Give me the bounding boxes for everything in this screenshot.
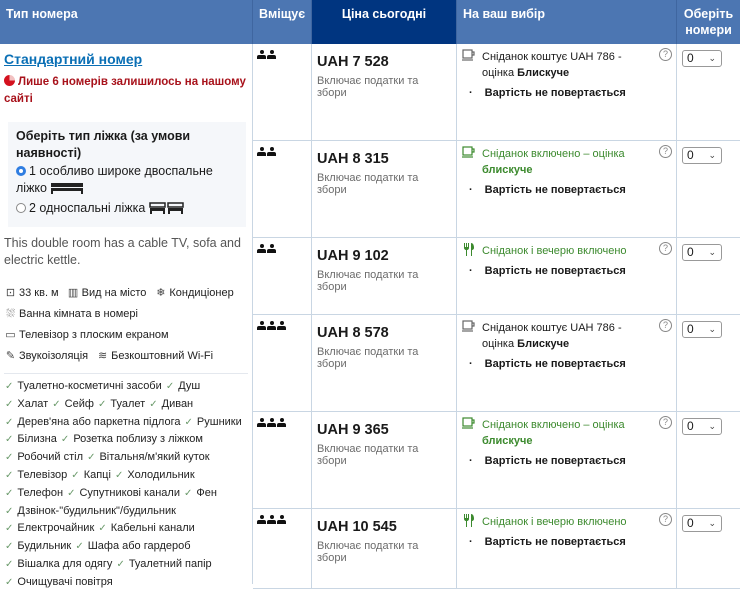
price: UAH 9 102 xyxy=(317,248,389,264)
facility-label: Звукоізоляція xyxy=(19,350,89,362)
price-cell xyxy=(312,44,457,140)
price: UAH 8 578 xyxy=(317,325,389,341)
amenity-label: Туалетний папір xyxy=(128,557,212,570)
help-icon[interactable]: ? xyxy=(659,48,672,61)
table-header xyxy=(0,0,740,44)
coffee-cup-icon xyxy=(462,320,478,336)
amenity-label: Туалет xyxy=(110,397,146,410)
persons-icon-group xyxy=(257,515,307,524)
check-icon: ✓ xyxy=(184,487,193,499)
check-icon: ✓ xyxy=(5,576,14,588)
price-cell xyxy=(312,315,457,411)
policy-text: Вартість не повертається xyxy=(484,455,626,467)
policy-text: Вартість не повертається xyxy=(484,87,626,99)
table-row xyxy=(253,509,740,589)
select-cell xyxy=(677,315,740,411)
table-row xyxy=(253,141,740,238)
check-icon: ✓ xyxy=(52,398,61,410)
single-beds-icon xyxy=(149,202,185,219)
air-conditioning-icon: ❄ xyxy=(156,287,166,299)
header-price: Ціна сьогодні xyxy=(312,0,457,44)
policy-text: Вартість не повертається xyxy=(484,265,626,277)
cancellation-policy xyxy=(462,265,671,277)
city-view-icon: ▥ xyxy=(67,287,79,299)
room-quantity-select[interactable] xyxy=(682,50,722,67)
choice-cell xyxy=(457,509,677,588)
amenity-label: Білизна xyxy=(17,433,57,446)
check-icon: ✓ xyxy=(5,416,14,428)
check-icon: ✓ xyxy=(98,523,107,535)
facilities-list xyxy=(4,283,252,367)
facility-label: Вид на місто xyxy=(81,287,147,299)
urgency-text: Лише 6 номерів залишилось на нашому сайті xyxy=(4,76,246,105)
help-icon[interactable]: ? xyxy=(659,145,672,158)
price: UAH 7 528 xyxy=(317,54,389,70)
check-icon: ✓ xyxy=(116,558,125,570)
table-row xyxy=(253,238,740,315)
taxes-note: Включає податки та збори xyxy=(317,346,419,370)
check-icon: ✓ xyxy=(5,505,14,517)
facility-label: Телевізор з плоским екраном xyxy=(19,329,169,341)
person-icon xyxy=(267,50,276,59)
price-cell xyxy=(312,238,457,314)
persons-icon-group xyxy=(257,244,307,253)
amenity-label: Кабельні канали xyxy=(110,522,195,535)
person-icon xyxy=(267,147,276,156)
meal-text: Сніданок і вечерю включено xyxy=(482,245,627,257)
cancellation-policy xyxy=(462,536,671,548)
check-icon: ✓ xyxy=(75,541,84,553)
amenity-line xyxy=(4,538,252,556)
taxes-note: Включає податки та збори xyxy=(317,172,419,196)
person-icon xyxy=(257,418,266,427)
amenity-label: Дзвінок-"будильник"/будильник xyxy=(17,504,176,517)
chevron-down-icon: ⌄ xyxy=(708,518,716,528)
bed-option-label: 1 особливо широке двоспальне ліжко xyxy=(16,164,213,195)
persons-icon-group xyxy=(257,418,307,427)
check-icon: ✓ xyxy=(60,434,70,446)
amenity-line xyxy=(4,556,252,574)
coffee-cup-icon xyxy=(462,146,478,162)
person-icon xyxy=(267,418,276,427)
capacity-cell xyxy=(253,141,312,237)
room-quantity-select[interactable] xyxy=(682,147,722,164)
meal-rating: блискуче xyxy=(482,435,533,447)
amenity-line xyxy=(4,467,252,485)
policy-text: Вартість не повертається xyxy=(484,184,626,196)
amenities-list xyxy=(4,378,252,592)
price-cell xyxy=(312,412,457,508)
bed-option-label: 2 односпальні ліжка xyxy=(29,201,146,215)
room-info xyxy=(0,44,253,588)
check-icon: ✓ xyxy=(165,381,175,392)
amenity-label: Робочий стіл xyxy=(17,451,84,464)
room-quantity-select[interactable] xyxy=(682,418,722,435)
room-description: This double room has a cable TV, sofa and electric kettle. xyxy=(4,236,241,267)
amenity-label: Туалетно-косметичні засоби xyxy=(17,380,162,392)
person-icon xyxy=(257,321,266,330)
radio-unselected[interactable] xyxy=(16,203,26,213)
check-icon: ✓ xyxy=(5,487,14,499)
amenity-label: Сейф xyxy=(64,397,94,410)
meal-rating: блискуче xyxy=(482,164,533,176)
wifi-icon: ≋ xyxy=(98,350,108,362)
header-choice: На ваш вибір xyxy=(457,0,677,44)
price-cell xyxy=(312,141,457,237)
facility-label: Кондиціонер xyxy=(169,287,234,299)
meal-text: Сніданок включено – оцінка xyxy=(482,148,625,160)
taxes-note: Включає податки та збори xyxy=(317,269,419,293)
facility-label: Ванна кімната в номері xyxy=(19,308,138,320)
meal-text: Сніданок включено – оцінка xyxy=(482,419,625,431)
check-icon: ✓ xyxy=(184,416,193,428)
check-icon: ✓ xyxy=(5,469,14,481)
check-icon: ✓ xyxy=(5,558,14,570)
bed-type-title: Оберіть тип ліжка (за умови наявності) xyxy=(16,129,191,160)
tv-icon: ▭ xyxy=(5,329,16,341)
help-icon[interactable]: ? xyxy=(659,319,672,332)
price: UAH 8 315 xyxy=(317,151,389,167)
header-capacity: Вміщує xyxy=(253,0,312,44)
quantity-value: 0 xyxy=(687,419,694,433)
check-icon: ✓ xyxy=(71,469,80,481)
cancellation-policy xyxy=(462,87,671,99)
choice-cell xyxy=(457,44,677,140)
chevron-down-icon: ⌄ xyxy=(708,421,716,431)
amenity-label: Халат xyxy=(17,397,49,410)
choice-cell xyxy=(457,315,677,411)
person-icon xyxy=(267,321,276,330)
person-icon xyxy=(257,515,266,524)
persons-icon-group xyxy=(257,147,307,156)
amenity-label: Фен xyxy=(196,486,217,499)
capacity-cell xyxy=(253,238,312,314)
header-room-type: Тип номера xyxy=(0,0,253,44)
room-quantity-select[interactable] xyxy=(682,244,722,261)
select-cell xyxy=(677,509,740,588)
soundproof-icon: ✎ xyxy=(5,350,16,362)
amenity-label: Душ xyxy=(178,380,201,392)
chevron-down-icon: ⌄ xyxy=(708,324,716,334)
select-cell xyxy=(677,44,740,140)
price-cell xyxy=(312,509,457,588)
amenity-label: Вітальня/м'який куток xyxy=(99,451,210,464)
help-icon[interactable]: ? xyxy=(659,513,672,526)
amenity-line xyxy=(4,449,252,467)
amenity-label: Очищувачі повітря xyxy=(17,575,113,588)
check-icon: ✓ xyxy=(5,398,14,410)
header-select-rooms: Оберіть номери xyxy=(683,7,734,37)
table-row xyxy=(253,44,740,141)
persons-icon-group xyxy=(257,50,307,59)
facility-line xyxy=(4,346,252,367)
policy-text: Вартість не повертається xyxy=(484,358,626,370)
capacity-cell xyxy=(253,412,312,508)
meal-text: Сніданок і вечерю включено xyxy=(482,516,627,528)
amenity-line xyxy=(4,520,252,538)
policy-text: Вартість не повертається xyxy=(484,536,626,548)
meal-info xyxy=(462,243,671,259)
person-icon xyxy=(257,244,266,253)
bed-type-selector xyxy=(8,122,246,227)
quantity-value: 0 xyxy=(687,516,694,530)
person-icon xyxy=(257,50,266,59)
meal-info xyxy=(462,417,671,449)
divider xyxy=(4,373,248,374)
table-row xyxy=(253,315,740,412)
cancellation-policy xyxy=(462,184,671,196)
room-name-link[interactable]: Стандартний номер xyxy=(4,51,143,67)
amenity-line xyxy=(4,574,252,592)
amenity-label: Капці xyxy=(83,468,111,481)
select-cell xyxy=(677,238,740,314)
bed-option-double[interactable] xyxy=(16,163,238,199)
taxes-note: Включає податки та збори xyxy=(317,443,419,467)
person-icon xyxy=(277,418,286,427)
quantity-value: 0 xyxy=(687,245,694,259)
amenity-label: Електрочайник xyxy=(17,522,95,535)
amenity-line xyxy=(4,396,252,414)
capacity-cell xyxy=(253,509,312,588)
urgency-icon xyxy=(4,75,15,86)
cancellation-policy xyxy=(462,455,671,467)
urgency-message xyxy=(4,74,252,108)
check-icon: ✓ xyxy=(5,523,14,535)
facility-label: Безкоштовний Wi-Fi xyxy=(111,350,214,362)
meal-info xyxy=(462,514,671,530)
facility-line xyxy=(4,325,252,346)
chevron-down-icon: ⌄ xyxy=(708,53,716,63)
chevron-down-icon: ⌄ xyxy=(708,247,716,257)
amenity-label: Розетка поблизу з ліжком xyxy=(73,433,203,446)
facility-label: 33 кв. м xyxy=(19,287,59,299)
quantity-value: 0 xyxy=(687,148,694,162)
meal-info xyxy=(462,146,671,178)
facility-line xyxy=(4,304,252,325)
price: UAH 9 365 xyxy=(317,422,389,438)
amenity-label: Рушники xyxy=(196,415,242,428)
cutlery-icon xyxy=(462,514,478,531)
table-row xyxy=(253,412,740,509)
meal-text: Сніданок коштує UAH 786 - оцінка xyxy=(482,51,622,79)
meal-info xyxy=(462,49,671,81)
amenity-label: Телевізор xyxy=(17,468,68,481)
persons-icon-group xyxy=(257,321,307,330)
check-icon: ✓ xyxy=(5,541,14,553)
select-cell xyxy=(677,141,740,237)
amenity-line xyxy=(4,378,252,396)
meal-info xyxy=(462,320,671,352)
bathroom-icon: ⛆ xyxy=(6,308,15,320)
bed-option-twin[interactable] xyxy=(16,200,238,219)
person-icon xyxy=(267,515,276,524)
amenity-label: Диван xyxy=(161,397,194,410)
room-quantity-select[interactable] xyxy=(682,515,722,532)
check-icon: ✓ xyxy=(97,398,107,410)
check-icon: ✓ xyxy=(5,434,14,446)
person-icon xyxy=(267,244,276,253)
chevron-down-icon: ⌄ xyxy=(708,150,716,160)
help-icon[interactable]: ? xyxy=(659,416,672,429)
check-icon: ✓ xyxy=(114,469,124,481)
amenity-line xyxy=(4,485,252,503)
person-icon xyxy=(257,147,266,156)
capacity-cell xyxy=(253,315,312,411)
price: UAH 10 545 xyxy=(317,519,397,535)
amenity-label: Телефон xyxy=(17,486,64,499)
check-icon: ✓ xyxy=(5,452,14,464)
meal-rating: Блискуче xyxy=(517,67,570,79)
choice-cell xyxy=(457,141,677,237)
help-icon[interactable]: ? xyxy=(659,242,672,255)
check-icon: ✓ xyxy=(67,487,76,499)
amenity-label: Дерев'яна або паркетна підлога xyxy=(17,415,181,428)
radio-selected[interactable] xyxy=(16,166,26,176)
coffee-cup-icon xyxy=(462,49,478,65)
person-icon xyxy=(277,515,286,524)
person-icon xyxy=(277,321,286,330)
check-icon: ✓ xyxy=(149,398,158,410)
double-bed-icon xyxy=(50,182,84,199)
facility-line xyxy=(4,283,252,304)
quantity-value: 0 xyxy=(687,51,694,65)
amenity-label: Вішалка для одягу xyxy=(17,557,113,570)
taxes-note: Включає податки та збори xyxy=(317,75,419,99)
coffee-cup-icon xyxy=(462,417,478,433)
amenity-label: Супутникові канали xyxy=(79,486,180,499)
choice-cell xyxy=(457,412,677,508)
amenity-label: Будильник xyxy=(17,540,72,553)
taxes-note: Включає податки та збори xyxy=(317,540,419,564)
size-icon: ⊡ xyxy=(5,287,16,299)
check-icon: ✓ xyxy=(5,381,14,392)
amenity-label: Холодильник xyxy=(127,468,195,481)
meal-rating: Блискуче xyxy=(517,338,570,350)
room-quantity-select[interactable] xyxy=(682,321,722,338)
capacity-cell xyxy=(253,44,312,140)
meal-text: Сніданок коштує UAH 786 - оцінка xyxy=(482,322,622,350)
amenity-line xyxy=(4,431,252,449)
check-icon: ✓ xyxy=(87,452,96,464)
choice-cell xyxy=(457,238,677,314)
amenity-line xyxy=(4,414,252,432)
select-cell xyxy=(677,412,740,508)
quantity-value: 0 xyxy=(687,322,694,336)
amenity-line xyxy=(4,503,252,521)
amenity-label: Шафа або гардероб xyxy=(87,540,191,553)
cutlery-icon xyxy=(462,243,478,260)
cancellation-policy xyxy=(462,358,671,370)
